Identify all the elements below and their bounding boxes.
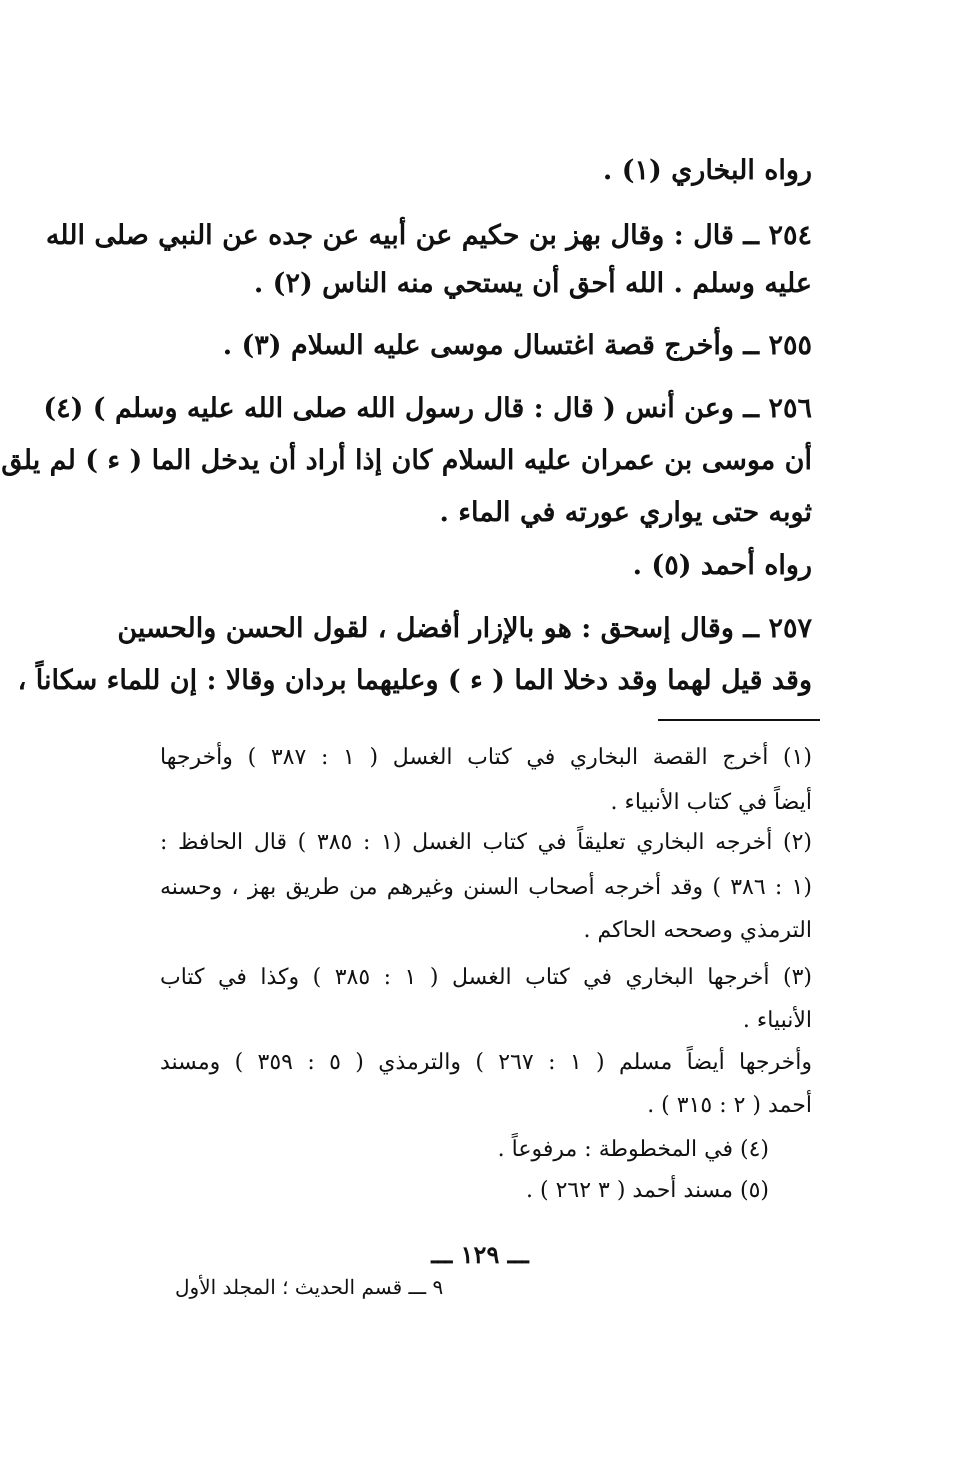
footnote-line: الترمذي وصححه الحاكم . — [583, 918, 812, 943]
text-line: ٢٥٧ ــ وقال إسحق : هو بالإزار أفضل ، لقول الحسن والحسين — [117, 613, 812, 644]
text-line: ٢٥٥ ــ وأخرج قصة اغتسال موسى عليه السلام (٣) . — [222, 330, 812, 361]
footnote-line: الأنبياء . — [742, 1008, 812, 1033]
footnote-line: أحمد ( ٢ : ٣١٥ ) . — [647, 1093, 812, 1118]
footnote-line: (٤) في المخطوطة : مرفوعاً . — [497, 1137, 769, 1162]
page-number: ـــ ١٢٩ ـــ — [431, 1240, 529, 1269]
footnote-line: (١) أخرج القصة البخاري في كتاب الغسل ( ١ : ٣٨٧ ) وأخرجها — [160, 745, 812, 770]
footnote-line: (٥) مسند أحمد ( ٣ ٢٦٢ ) . — [526, 1178, 769, 1203]
text-line: عليه وسلم . الله أحق أن يستحي منه الناس (٢) . — [253, 268, 812, 299]
footnote-line: (٣) أخرجها البخاري في كتاب الغسل ( ١ : ٣٨٥ ) وكذا في كتاب — [160, 965, 812, 990]
signature-line: ٩ ـــ قسم الحديث ؛ المجلد الأول — [175, 1275, 444, 1299]
text-line: رواه أحمد (٥) . — [632, 550, 812, 581]
text-line: أن موسى بن عمران عليه السلام كان إذا أراد أن يدخل الما ( ء ) لم يلق — [1, 445, 812, 476]
text-line: وقد قيل لهما وقد دخلا الما ( ء ) وعليهما بردان وقالا : إن للماء سكاناً ، — [17, 665, 812, 696]
text-line: ثوبه حتى يواري عورته في الماء . — [439, 497, 812, 528]
footnote-line: (٢) أخرجه البخاري تعليقاً في كتاب الغسل (١ : ٣٨٥ ) قال الحافظ : — [160, 830, 812, 855]
text-line: رواه البخاري (١) . — [602, 155, 812, 186]
text-line: ٢٥٦ ــ وعن أنس ( قال : قال رسول الله صلى الله عليه وسلم ) (٤) — [43, 393, 812, 424]
footnote-line: أيضاً في كتاب الأنبياء . — [610, 790, 812, 815]
footnote-divider — [658, 719, 820, 721]
text-line: ٢٥٤ ــ قال : وقال بهز بن حكيم عن أبيه عن جده عن النبي صلى الله — [45, 220, 812, 251]
footnote-line: وأخرجها أيضاً مسلم ( ١ : ٢٦٧ ) والترمذي ( ٥ : ٣٥٩ ) ومسند — [160, 1050, 812, 1075]
footnote-line: (١ : ٣٨٦ ) وقد أخرجه أصحاب السنن وغيرهم من طريق بهز ، وحسنه — [160, 875, 812, 900]
